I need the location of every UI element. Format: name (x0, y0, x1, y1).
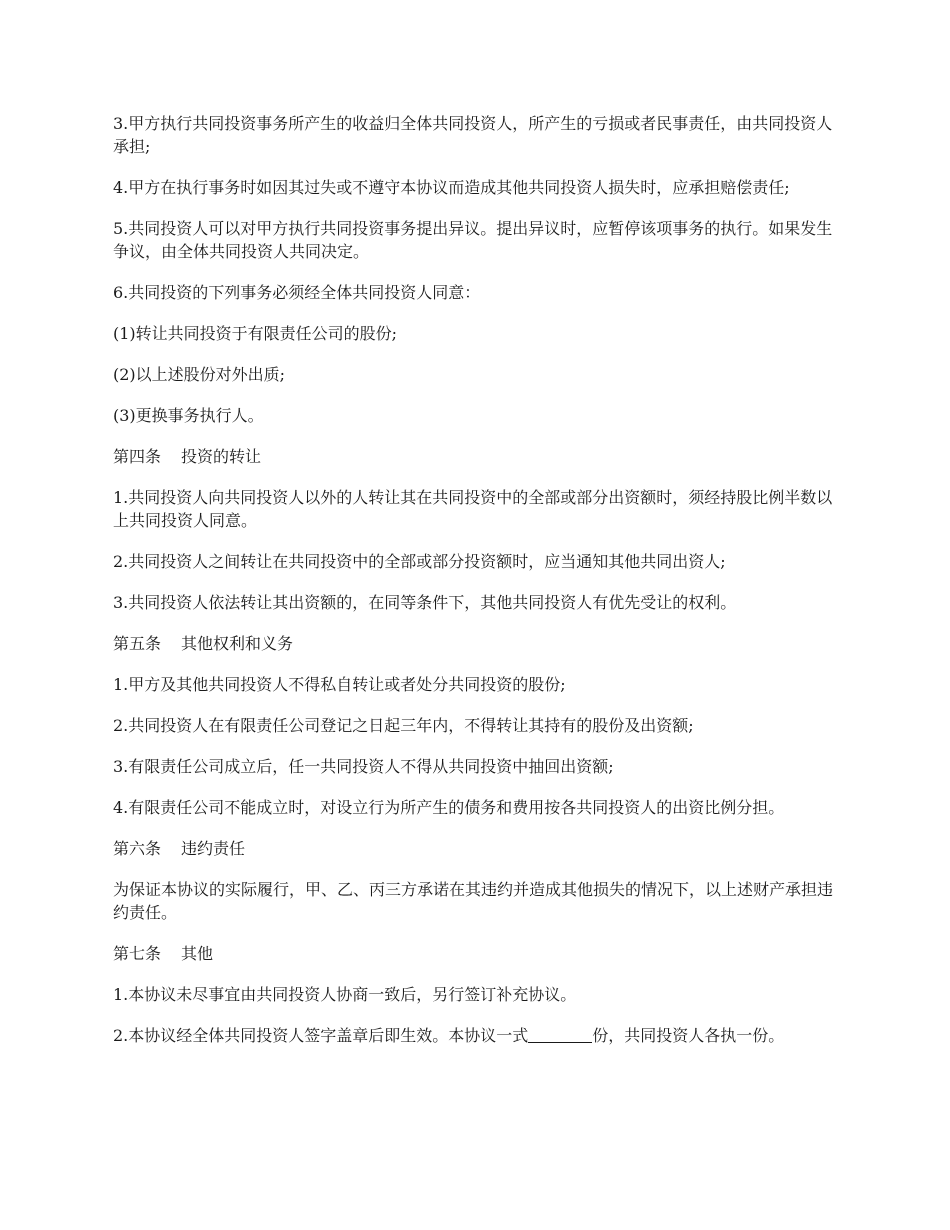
section-4-clause-1: 1.共同投资人向共同投资人以外的人转让其在共同投资中的全部或部分出资额时，须经持股比例半数以上共同投资人同意。 (113, 488, 833, 530)
section-4-clause-2: 2.共同投资人之间转让在共同投资中的全部或部分投资额时，应当通知其他共同出资人; (113, 552, 726, 571)
section-4-title: 投资的转让 (181, 447, 262, 466)
section-7-number: 第七条 (113, 944, 162, 963)
section-7-clause-1: 1.本协议未尽事宜由共同投资人协商一致后，另行签订补充协议。 (113, 985, 577, 1004)
section-6-number: 第六条 (113, 839, 162, 858)
section-7-heading (113, 942, 841, 965)
document-page (113, 112, 841, 1065)
copies-blank-line (528, 1026, 592, 1043)
section-7-clause-2-after: 份，共同投资人各执一份。 (592, 1026, 785, 1045)
clause-4: 4.甲方在执行事务时如因其过失或不遵守本协议而造成其他共同投资人损失时，应承担赔偿责任; (113, 178, 790, 197)
clause-6-item-3: (3)更换事务执行人。 (113, 406, 264, 425)
clause-6-item-2: (2)以上述股份对外出质; (113, 365, 286, 384)
section-5-clause-3: 3.有限责任公司成立后，任一共同投资人不得从共同投资中抽回出资额; (113, 757, 614, 776)
section-5-clause-1: 1.甲方及其他共同投资人不得私自转让或者处分共同投资的股份; (113, 675, 566, 694)
clause-3: 3.甲方执行共同投资事务所产生的收益归全体共同投资人，所产生的亏损或者民事责任，由共同投资人承担; (113, 114, 833, 156)
section-6-clause: 为保证本协议的实际履行，甲、乙、丙三方承诺在其违约并造成其他损失的情况下，以上述财产承担违约责任。 (113, 880, 834, 922)
section-4-heading (113, 445, 841, 468)
section-5-clause-4: 4.有限责任公司不能成立时，对设立行为所产生的债务和费用按各共同投资人的出资比例分担。 (113, 798, 785, 817)
section-5-heading (113, 632, 841, 655)
section-6-title: 违约责任 (181, 839, 246, 858)
section-7-clause-2-before: 2.本协议经全体共同投资人签字盖章后即生效。本协议一式 (113, 1026, 529, 1045)
section-5-clause-2: 2.共同投资人在有限责任公司登记之日起三年内，不得转让其持有的股份及出资额; (113, 716, 694, 735)
section-4-clause-3: 3.共同投资人依法转让其出资额的，在同等条件下，其他共同投资人有优先受让的权利。 (113, 593, 737, 612)
section-5-title: 其他权利和义务 (181, 634, 294, 653)
clause-6-item-1: (1)转让共同投资于有限责任公司的股份; (113, 324, 398, 343)
section-5-number: 第五条 (113, 634, 162, 653)
section-7-clause-2 (113, 1024, 841, 1047)
section-7-title: 其他 (181, 944, 214, 963)
section-4-number: 第四条 (113, 447, 162, 466)
clause-5: 5.共同投资人可以对甲方执行共同投资事务提出异议。提出异议时，应暂停该项事务的执行。如果发生争议，由全体共同投资人共同决定。 (113, 219, 833, 261)
section-6-heading (113, 837, 841, 860)
clause-6: 6.共同投资的下列事务必须经全体共同投资人同意： (113, 283, 481, 302)
